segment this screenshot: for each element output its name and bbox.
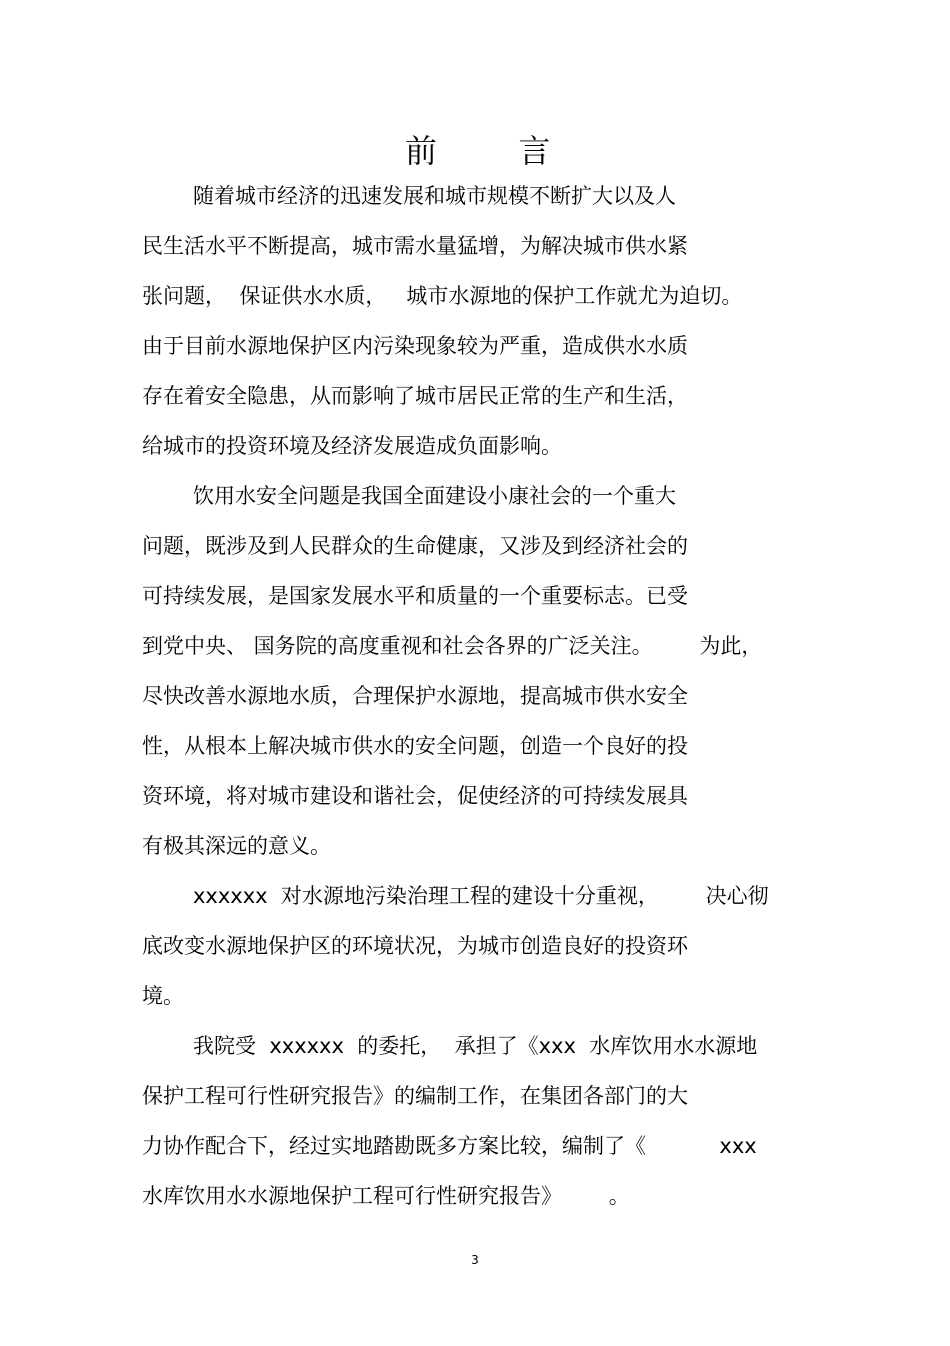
text-line-10: 到党中央、 国务院的高度重视和社会各界的广泛关注。 为此， — [142, 634, 763, 658]
text-line-8: 问题，既涉及到人民群众的生命健康，又涉及到经济社会的 — [142, 534, 688, 558]
text-line-18: 我院受 xxxxxx 的委托， 承担了《xxx 水库饮用水水源地 — [193, 1034, 758, 1058]
page-number: 3 — [471, 1253, 479, 1267]
text-line-6: 给城市的投资环境及经济发展造成负面影响。 — [142, 434, 562, 458]
text-line-2: 民生活水平不断提高，城市需水量猛增，为解决城市供水紧 — [142, 234, 688, 258]
text-line-5: 存在着安全隐患，从而影响了城市居民正常的生产和生活， — [142, 384, 688, 408]
text-line-21: 水库饮用水水源地保护工程可行性研究报告》 。 — [142, 1184, 630, 1208]
page-title: 前 言 — [405, 132, 551, 170]
text-line-12: 性，从根本上解决城市供水的安全问题，创造一个良好的投 — [142, 734, 688, 758]
text-line-16: 底改变水源地保护区的环境状况，为城市创造良好的投资环 — [142, 934, 688, 958]
text-line-7: 饮用水安全问题是我国全面建设小康社会的一个重大 — [193, 484, 676, 508]
text-line-3: 张问题， 保证供水水质， 城市水源地的保护工作就尤为迫切。 — [142, 284, 743, 308]
text-line-11: 尽快改善水源地水质，合理保护水源地，提高城市供水安全 — [142, 684, 688, 708]
text-line-19: 保护工程可行性研究报告》的编制工作，在集团各部门的大 — [142, 1084, 688, 1108]
text-line-17: 境。 — [142, 984, 184, 1008]
text-line-1: 随着城市经济的迅速发展和城市规模不断扩大以及人 — [193, 184, 676, 208]
text-line-15: xxxxxx 对水源地污染治理工程的建设十分重视， 决心彻 — [193, 884, 769, 908]
text-line-20: 力协作配合下，经过实地踏勘既多方案比较，编制了《 xxx — [142, 1134, 757, 1158]
text-line-4: 由于目前水源地保护区内污染现象较为严重，造成供水水质 — [142, 334, 688, 358]
text-line-9: 可持续发展，是国家发展水平和质量的一个重要标志。已受 — [142, 584, 688, 608]
text-line-13: 资环境，将对城市建设和谐社会，促使经济的可持续发展具 — [142, 784, 688, 808]
text-line-14: 有极其深远的意义。 — [142, 834, 331, 858]
